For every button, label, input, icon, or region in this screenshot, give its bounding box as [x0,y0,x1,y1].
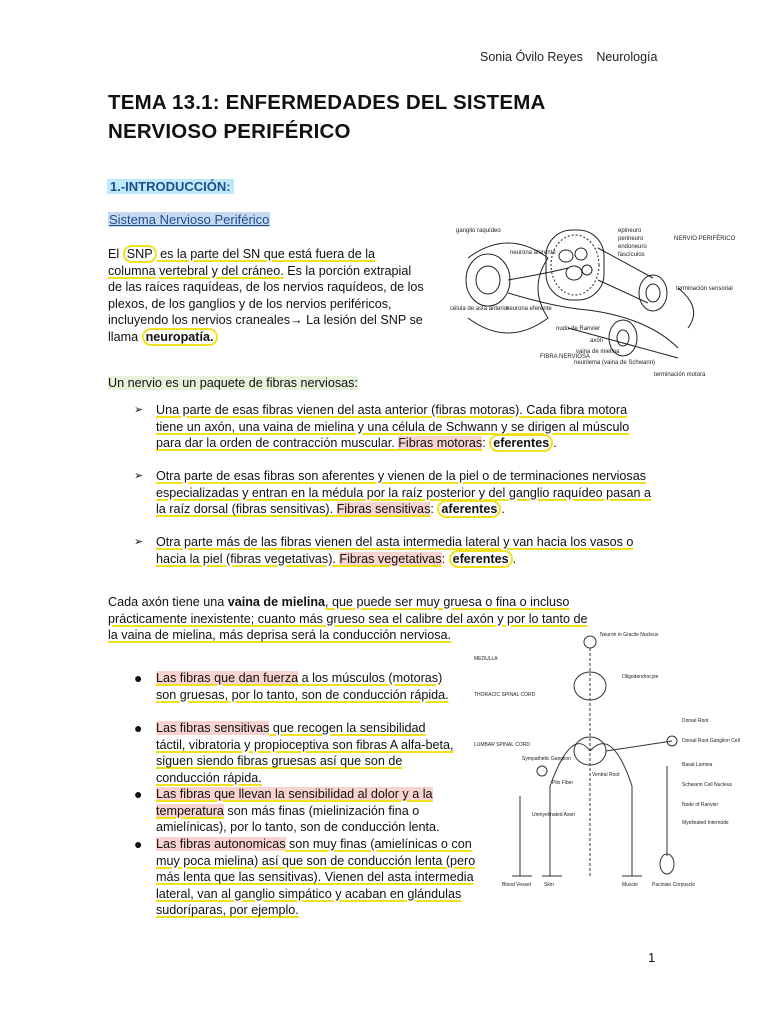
arrow-icon: → [290,313,303,328]
fig1-label-terminacion-motora: terminación motora [654,372,706,378]
fig1-label-vaina: vaina de mielina [576,349,620,355]
subsection-heading: Sistema Nervioso Periférico [109,212,270,227]
fig1-label-neurona-aferente: neurona aferente [510,250,556,256]
dot-bullet-icon: ● [134,720,143,736]
page-header [480,50,657,64]
fig2-label-symp: Sympathetic Ganglion [522,756,571,762]
arrow-bullet-icon: ➢ [134,470,144,482]
fig2-label-oligo: Oligodendrocyte [622,674,659,680]
fig2-label-internode: Myelinated Internode [682,820,729,826]
fig2-label-dorsal-root: Dorsal Root [682,718,709,724]
fig2-label-ventral: Ventral Root [592,772,620,778]
snp-term: SNP [123,245,157,263]
list-item: Las fibras autonomicas son muy finas (amielínicas o con muy poca mielina) así que son de conducción lenta (pero más lenta que las sensitivas). Vienen del asta intermedia lateral, van al ganglio simpático y acaban en glándulas sudoríparas, por ejemplo. [156,837,476,918]
fig2-label-pacinian: Pacinian Corpuscle [652,882,696,888]
fig2-label-basal: Basal Lamina [682,762,713,768]
dot-bullet-icon: ● [134,670,143,686]
fig1-label-axon: axón [590,338,604,344]
fig2-label-drg: Dorsal Root Ganglion Cell [682,738,740,744]
fig2-label-unmyel: Unmyelinated Axon [532,812,576,818]
fig1-label-nervio: NERVIO PERIFÉRICO [674,236,736,242]
fig1-label-neurilema: neurilema (vaina de Schwann) [574,360,656,366]
fig1-label-ganglio: ganglio raquídeo [456,228,501,234]
fig2-label-pilo: Pilo Fiber [552,780,574,786]
intro-paragraph [108,246,426,346]
nerve-lead-sentence: Un nervio es un paquete de fibras nerviosas: [108,376,358,390]
page-number: 1 [648,950,656,965]
fig1-label-epineuro: epineuro [618,228,642,234]
intro-rest-1: es la parte del SN que está fuera de la columna [108,247,376,278]
peripheral-nerve-figure [448,218,736,386]
fig1-label-terminacion-sensorial: terminación sensorial [676,286,733,292]
conduction-list [134,670,476,920]
fiber-type-list [134,402,654,582]
fig2-label-vessel: Blood Vessel [502,882,531,888]
list-item: ➢ Otra parte de esas fibras son aferentes y vienen de la piel o de terminaciones nerviosas especializadas y entran en la médula por la raíz posterior y del ganglio raquídeo pasan a la raíz dorsal (fibras sensitivas). Fibras sensitivas: aferentes . [134,469,651,517]
list-item: Las fibras sensitivas que recogen la sensibilidad táctil, vibratoria y propioceptiva son fibras A alfa-beta, siguen siendo fibras gruesas así que son de conducción rápida. [156,721,454,785]
neuropatia-term: neuropatía. [142,328,218,346]
fig2-label-muscle: Muscle [622,882,638,888]
list-item: Las fibras que dan fuerza a los músculos (motoras) son gruesas, por lo tanto, son de conducción rápida. [156,671,449,702]
arrow-bullet-icon: ➢ [134,404,144,416]
title-line-2: NERVIOSO PERIFÉRICO [108,120,351,143]
fig1-label-neurona-eferente: neurona eferente [506,306,552,312]
dot-bullet-icon: ● [134,836,143,852]
fig2-label-node: Node of Ranvier [682,802,719,808]
title-line-1: TEMA 13.1: ENFERMEDADES DEL SISTEMA [108,91,546,114]
section-heading: 1.-INTRODUCCIÓN: [107,179,234,194]
fig2-label-medulla: MEDULLA [474,656,498,662]
fig2-label-thoracic: THORACIC SPINAL CORD [474,692,536,698]
fig2-label-gracile: Neuron in Gracile Nucleus [600,632,659,638]
spinal-cord-figure [472,626,740,890]
intro-rest-2: vertebral y del cráneo. [159,263,284,278]
fig1-label-endoneuro: endoneuro [618,244,647,250]
list-item: Las fibras que llevan la sensibilidad al dolor y a la temperatura son más finas (mielinización fina o amielínicas), por lo tanto, son de conducción lenta. [156,787,440,835]
arrow-bullet-icon: ➢ [134,536,144,548]
fig2-label-schwann: Schwann Cell Nucleus [682,782,733,788]
subject-name: Neurología [596,50,658,64]
dot-bullet-icon: ● [134,786,143,802]
myelin-paragraph: Cada axón tiene una vaina de mielina, que puede ser muy gruesa o fina o incluso prácticamente inexistente; cuanto más grueso sea el calibre del axón y por lo tanto de la vaina de mielina, más deprisa será la conducción nerviosa. [108,595,588,643]
document-title [108,88,546,146]
intro-rest-3: Es la porción extrapial de las raíces raquídeas, de los nervios raquídeos, de los plexos, de los ganglios y de los nervios periféricos, incluyendo los nervios craneales [108,263,424,328]
fig1-label-celula-asta: célula de asta anterior [450,306,510,312]
author-name: Sonia Óvilo Reyes [480,50,583,64]
fig1-label-fasciculos: fascículos [618,252,645,258]
fig1-label-ranvier: nudo de Ranvier [556,326,601,332]
list-item: ➢ Otra parte más de las fibras vienen del asta intermedia lateral y van hacia los vasos o hacia la piel (fibras vegetativas). Fibras vegetativas: eferentes . [134,535,634,566]
fig2-label-lumbar: LUMBAR SPINAL CORD [474,742,530,748]
list-item: ➢ Una parte de esas fibras vienen del asta anterior (fibras motoras). Cada fibra motora tiene un axón, una vaina de mielina y una célula de Schwann y se dirigen al músculo para dar la orden de contracción muscular. Fibras motoras: eferentes . [134,403,630,451]
intro-rest-4: La lesión del SNP se llama [108,313,423,344]
intro-el: El [108,247,123,261]
fig2-label-skin: Skin [544,882,554,888]
fig1-label-fibra: FIBRA NERVIOSA [540,354,590,360]
fig1-label-perineuro: perineuro [618,236,644,242]
